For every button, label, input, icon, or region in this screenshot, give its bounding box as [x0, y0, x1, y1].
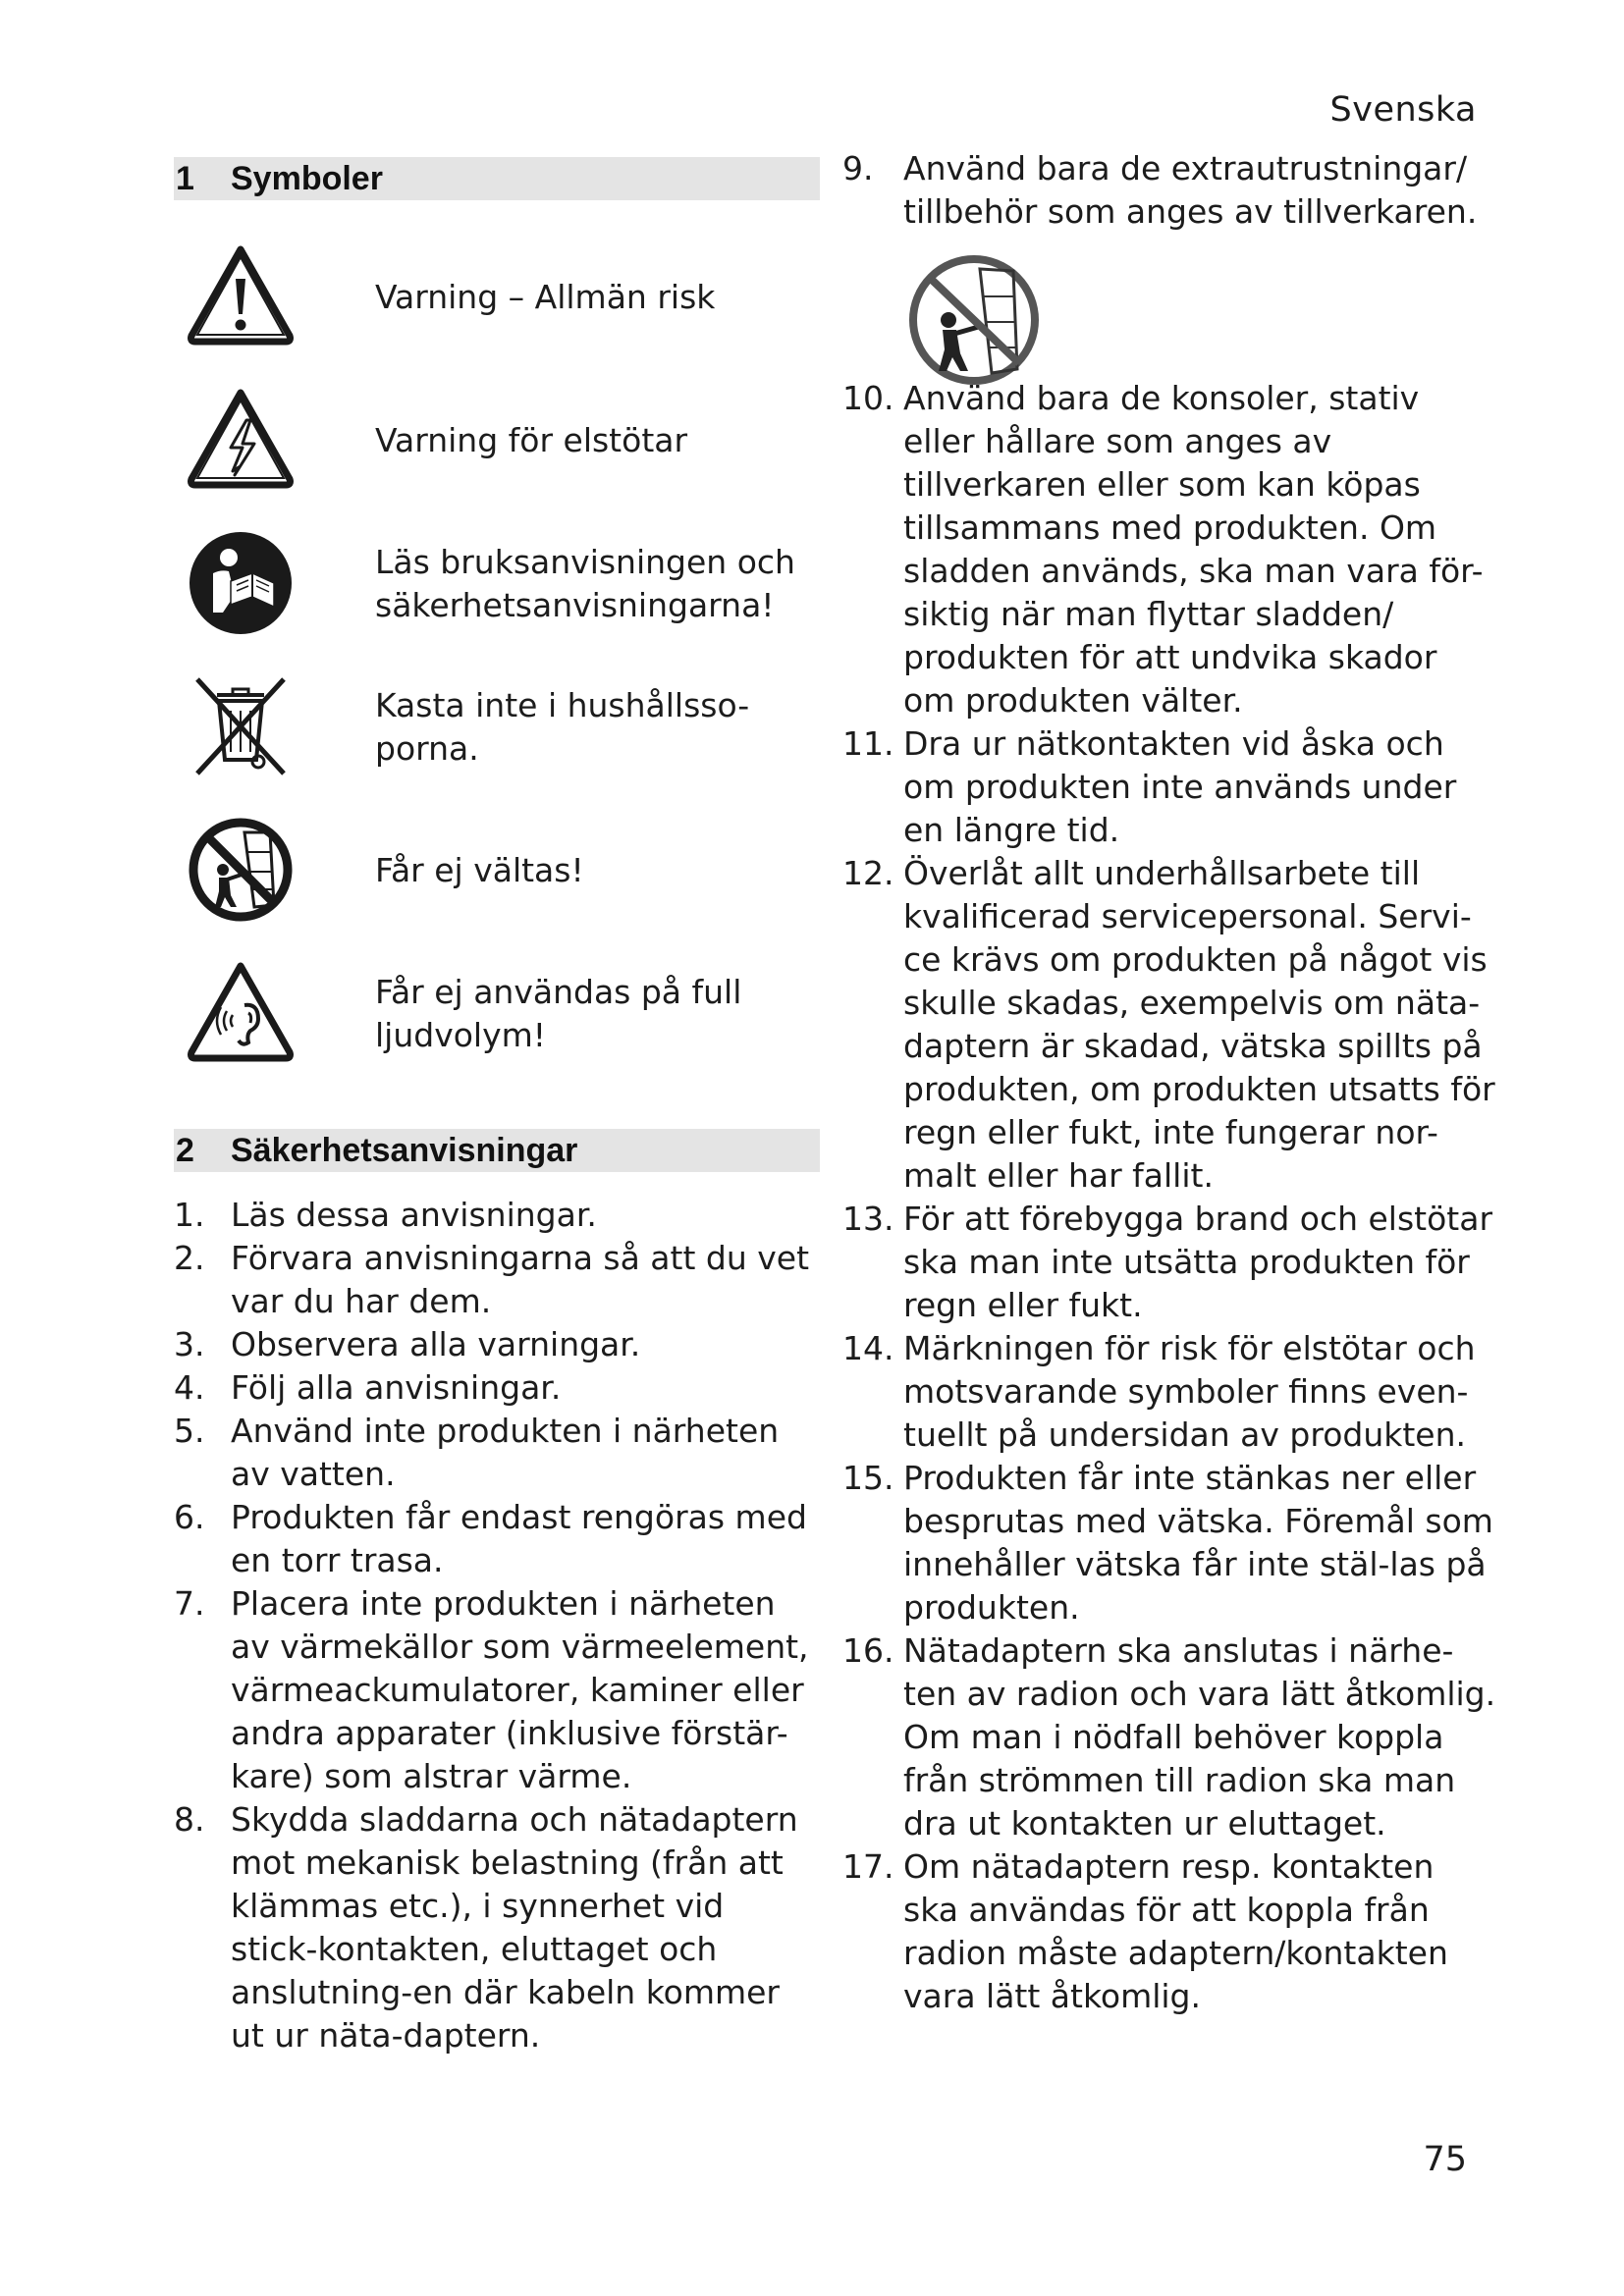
list-item: 4. Följ alla anvisningar. — [174, 1368, 562, 1407]
safety-list-right-continued — [842, 377, 1498, 2018]
list-item: 17. Om nätadaptern resp. kontakten ska användas för att koppla från radion måste adaptern/kontakten vara lätt åtkomlig. — [842, 1847, 1448, 2015]
symbol-row-hearing-warning — [174, 942, 820, 1086]
list-item: 13. För att förebygga brand och elstötar ska man inte utsätta produkten för regn eller fukt. — [842, 1200, 1493, 1324]
list-item: 8. Skydda sladdarna och nätadaptern mot mekanisk belastning (från att klämmas etc.), i synnerhet vid stick-kontakten, eluttaget och anslutning-en där kabeln kommer ut ur näta-daptern. — [174, 1800, 798, 2055]
section-1-number: 1 — [176, 159, 194, 197]
no-tipping-icon — [184, 813, 298, 927]
list-item: 10. Använd bara de konsoler, stativ eller hållare som anges av tillverkaren eller som kan köpas tillsammans med produkten. Om sladden används, ska man vara för-siktig när man flyttar sladden/ produkten för att undvika skador om produkten välter. — [842, 379, 1484, 720]
symbol-row-crossed-bin — [174, 656, 820, 799]
list-item: 16. Nätadaptern ska anslutas i närhe-ten av radion och vara lätt åtkomlig. Om man i nödfall behöver koppla från strömmen till radion ska man dra ut kontakten ur eluttaget. — [842, 1631, 1496, 1842]
list-item: 12. Överlåt allt underhållsarbete till kvalificerad servicepersonal. Servi-ce krävs om produkten på något vis skulle skadas, exempelvis om näta-daptern är skadad, vätska spillts på produkten, om produkten utsatts för regn eller fukt, inte fungerar nor-malt eller har fallit. — [842, 854, 1495, 1195]
section-2-number: 2 — [176, 1131, 194, 1169]
symbol-label-crossed-bin: Kasta inte i hushållsso-porna. — [375, 686, 750, 768]
symbol-label-read-manual: Läs bruksanvisningen och säkerhetsanvisningarna! — [375, 543, 795, 624]
electric-shock-icon — [184, 383, 298, 497]
no-tipping-icon — [903, 251, 1051, 389]
symbol-row-no-tipping — [174, 799, 820, 942]
section-2-header — [174, 1129, 820, 1172]
language-label: Svenska — [1329, 90, 1477, 130]
crossed-bin-icon — [184, 669, 298, 783]
list-item: 1. Läs dessa anvisningar. — [174, 1196, 597, 1234]
section-1-header — [174, 157, 820, 200]
right-column — [842, 147, 1498, 2018]
symbol-row-general-warning — [174, 226, 820, 369]
safety-list-left — [174, 1194, 820, 2057]
symbol-label-electric-shock: Varning för elstötar — [375, 421, 688, 459]
left-column — [174, 157, 820, 2057]
symbol-list — [174, 226, 820, 1086]
list-item: 15. Produkten får inte stänkas ner eller besprutas med vätska. Föremål som innehåller vätska får inte stäl-las på produkten. — [842, 1459, 1493, 1627]
list-item: 7. Placera inte produkten i närheten av värmekällor som värmeelement, värmeackumulatorer, kaminer eller andra apparater (inklusive förstär-kare) som alstrar värme. — [174, 1584, 809, 1795]
section-1-title: Symboler — [231, 159, 383, 197]
list-item: 5. Använd inte produkten i närheten av vatten. — [174, 1412, 780, 1493]
safety-list-right — [842, 147, 1498, 234]
symbol-label-general-warning: Varning – Allmän risk — [375, 278, 716, 316]
list-item: 6. Produkten får endast rengöras med en torr trasa. — [174, 1498, 807, 1579]
hearing-warning-icon — [184, 956, 298, 1070]
list-item: 11. Dra ur nätkontakten vid åska och om produkten inte används under en längre tid. — [842, 724, 1457, 849]
section-2-title: Säkerhetsanvisningar — [231, 1131, 578, 1169]
read-manual-icon — [184, 526, 298, 640]
list-item: 14. Märkningen för risk för elstötar och motsvarande symboler finns even-tuellt på undersidan av produkten. — [842, 1329, 1476, 1454]
symbol-label-hearing-warning: Får ej användas på full ljudvolym! — [375, 973, 742, 1054]
symbol-row-electric-shock — [174, 369, 820, 512]
list-item: 2. Förvara anvisningarna så att du vet var du har dem. — [174, 1239, 810, 1320]
list-item: 3. Observera alla varningar. — [174, 1325, 641, 1363]
page-number: 75 — [1423, 2140, 1467, 2179]
symbol-row-read-manual — [174, 512, 820, 656]
warning-triangle-icon — [184, 240, 298, 353]
symbol-label-no-tipping: Får ej vältas! — [375, 851, 584, 889]
list-item: 9. Använd bara de extrautrustningar/ tillbehör som anges av tillverkaren. — [842, 149, 1478, 231]
